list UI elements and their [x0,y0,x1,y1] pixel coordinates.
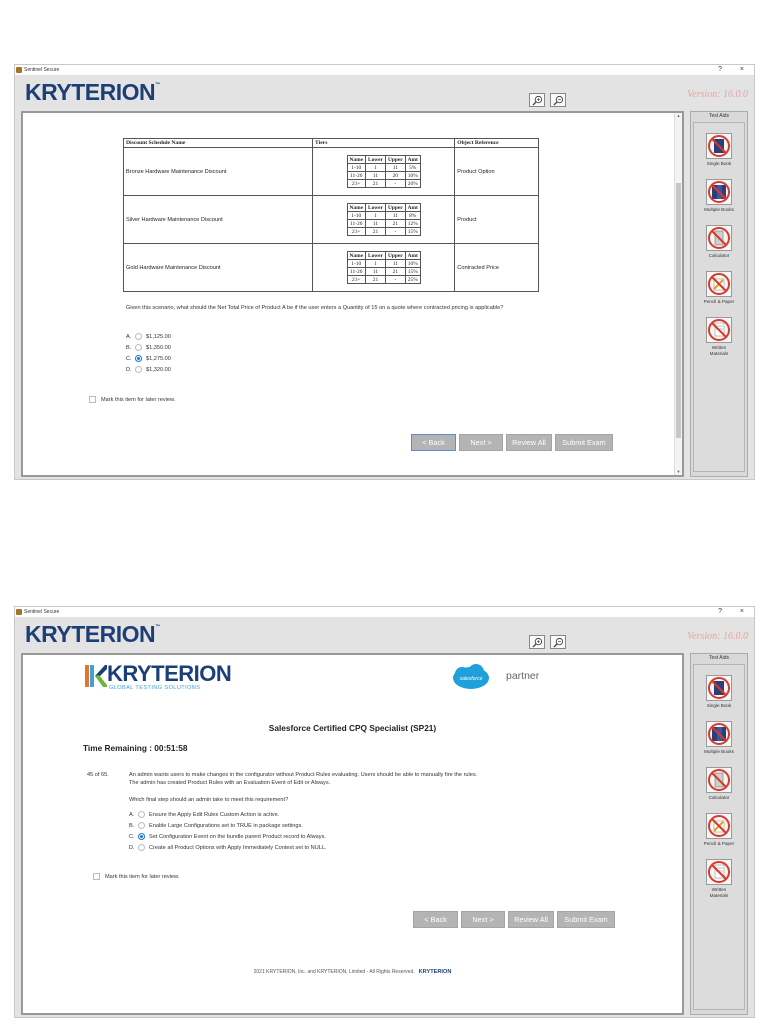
zoom-in-icon [532,637,543,648]
tiers-cell [313,196,455,244]
aid-written-materials[interactable] [694,859,744,898]
tier-cell: 11-20 [347,220,365,228]
answer-choice-b[interactable] [129,822,303,829]
radio-button[interactable] [135,344,142,351]
radio-button-selected[interactable] [135,355,142,362]
answer-choice-c[interactable] [129,833,326,840]
tier-cell: 11 [385,164,405,172]
help-button[interactable]: ? [718,608,722,615]
answer-choice-d[interactable] [129,844,327,851]
aid-label: Pencil & Paper [703,299,735,304]
tier-cell: 1-10 [347,260,365,268]
table-header: Discount Schedule Name [124,139,313,148]
aid-single-book[interactable] [694,675,744,709]
table-header: Object Reference [455,139,539,148]
tier-header: Upper [385,204,405,212]
table-row [124,196,539,244]
zoom-out-icon [553,95,564,106]
schedule-name: Silver Hardware Maintenance Discount [124,196,313,244]
choice-letter: B. [129,822,135,829]
tier-header: Lower [365,252,385,260]
tier-cell: 1 [365,260,385,268]
radio-button[interactable] [135,333,142,340]
back-button[interactable]: < Back [411,434,456,451]
answer-choice-c[interactable] [126,355,171,362]
review-checkbox[interactable] [93,873,100,880]
tiers-cell [313,148,455,196]
aid-pencil-paper[interactable] [694,813,744,847]
tier-cell: 11 [385,212,405,220]
window-title: Sentinel Secure [24,609,60,615]
aid-label: Calculator [708,795,730,800]
test-aids-list [693,664,745,1010]
review-all-button[interactable]: Review All [506,434,552,451]
choice-text: Ensure the Apply Edit Rules Custom Action is active. [149,811,280,818]
choice-letter: B. [126,344,132,351]
single-book-icon [707,676,731,700]
aid-pencil-paper[interactable] [694,271,744,305]
radio-button-selected[interactable] [138,833,145,840]
time-remaining: Time Remaining : 00:51:58 [83,743,188,753]
salesforce-logo [451,663,491,691]
kryterion-logo: KRYTERION™ [25,79,160,105]
logo-text: KRYTERION [107,661,232,686]
question-text-line2: The admin has created Product Rules with an Evaluation Event of Edit or Always. [129,780,331,786]
test-aids-header: Test Aids [708,655,729,661]
mark-for-review[interactable] [89,396,175,403]
tier-header: Lower [365,204,385,212]
next-button[interactable]: Next > [459,434,503,451]
copyright-footer [23,969,682,975]
answer-choice-a[interactable] [129,811,279,818]
choice-letter: A. [129,811,135,818]
test-aids-panel [690,653,748,1015]
footer-kryterion-logo: KRYTERION [418,969,452,975]
mark-review-label: Mark this item for later review. [105,873,180,880]
answer-choice-a[interactable] [126,333,171,340]
schedule-name: Gold Hardware Maintenance Discount [124,244,313,292]
close-button[interactable]: × [739,608,744,615]
tier-cell: 12% [405,220,420,228]
exam-window-1 [14,64,755,480]
choice-letter: A. [126,333,132,340]
choice-text: Set Configuration Event on the bundle parent Product record to Always. [149,833,326,840]
object-reference: Contracted Price [455,244,539,292]
tier-header: Name [347,204,365,212]
pencil-paper-icon [707,272,731,296]
choice-text: $1,320.00 [146,366,171,373]
multiple-books-icon [707,722,731,746]
tier-header: Name [347,252,365,260]
choice-letter: C. [126,355,132,362]
test-aids-list [693,122,745,472]
tier-cell: 11 [365,268,385,276]
choice-text: Create all Product Options with Apply Immediately Context set to NULL. [149,844,327,851]
scroll-up-arrow[interactable]: ▲ [676,113,681,118]
help-button[interactable]: ? [718,66,722,73]
test-aids-panel [690,111,748,477]
table-row [124,244,539,292]
version-label: Version: 16.0.0 [687,631,748,642]
question-text-line1: An admin wants users to make changes in the configurator without Product Rules evaluating. Users should be able to manually fire the rules. [129,772,478,778]
kryterion-k-mark-icon [85,663,107,689]
tier-cell: 21 [365,180,385,188]
multiple-books-icon [707,180,731,204]
scroll-down-arrow[interactable]: ▼ [676,469,681,474]
tier-cell: 21 [365,276,385,284]
aid-label: Single Book [706,161,732,166]
choice-text: $1,350.00 [146,344,171,351]
aid-label: Single Book [706,703,732,708]
answer-choice-d[interactable] [126,366,171,373]
aid-multiple-books[interactable] [694,179,744,213]
written-materials-icon [707,860,731,884]
tiers-table [347,155,421,188]
table-header: Tiers [313,139,455,148]
zoom-out-icon [553,637,564,648]
tier-cell: 15% [405,228,420,236]
object-reference: Product Option [455,148,539,196]
review-checkbox[interactable] [89,396,96,403]
answer-choice-b[interactable] [126,344,171,351]
tier-cell: 20 [385,172,405,180]
tier-cell: 11-20 [347,172,365,180]
salesforce-logo-text: salesforce [459,676,483,682]
logo-subtitle: GLOBAL TESTING SOLUTIONS [109,685,201,691]
aid-label: Pencil & Paper [703,841,735,846]
tier-cell: 1-10 [347,164,365,172]
tier-cell: - [385,180,405,188]
mark-review-label: Mark this item for later review. [101,396,176,403]
choice-letter: D. [126,366,132,373]
aid-label: Written Materials [709,345,729,356]
tier-cell: 21+ [347,228,365,236]
question-panel [21,111,684,477]
tier-cell: 21+ [347,180,365,188]
question-prompt: Which final step should an admin take to meet this requirement? [129,797,289,803]
copyright-text: 2021 KRYTERION, Inc. and KRYTERION, Limited - All Rights Reserved. [253,969,415,975]
sentinel-shield-icon [16,67,22,73]
tier-cell: 21 [385,220,405,228]
kryterion-logo: KRYTERION™ [25,621,160,647]
aid-calculator[interactable] [694,225,744,259]
tier-cell: 21 [365,228,385,236]
discount-schedule-table [123,138,539,292]
aid-multiple-books[interactable] [694,721,744,755]
tier-cell: 8% [405,212,420,220]
table-row [124,148,539,196]
aid-label: Multiple Books [704,207,734,212]
sentinel-shield-icon [16,609,22,615]
schedule-name: Bronze Hardware Maintenance Discount [124,148,313,196]
submit-exam-button[interactable]: Submit Exam [555,434,613,451]
aid-label: Calculator [708,253,730,258]
window-title: Sentinel Secure [24,67,60,73]
choice-text: $1,275.00 [146,355,171,362]
object-reference: Product [455,196,539,244]
pencil-paper-icon [707,814,731,838]
zoom-out-button[interactable] [550,93,566,107]
tier-cell: - [385,228,405,236]
question-text: Given this scenario, what should the Net Total Price of Product A be if the user enters a Quantity of 15 on a quote where contracted pricing is applicable? [126,305,504,311]
choice-letter: D. [129,844,135,851]
single-book-icon [707,134,731,158]
radio-button[interactable] [135,366,142,373]
calculator-icon [707,768,731,792]
written-materials-icon [707,318,731,342]
exam-title: Salesforce Certified CPQ Specialist (SP21) [268,723,437,733]
question-panel [21,653,684,1015]
tier-header: Upper [385,252,405,260]
choice-text: Enable Large Configurations set to TRUE in package settings. [149,822,303,829]
tier-cell: 10% [405,172,420,180]
zoom-out-button[interactable] [550,635,566,649]
choice-text: $1,125.00 [146,333,171,340]
tier-cell: 5% [405,164,420,172]
tier-cell: 10% [405,260,420,268]
tier-cell: 21 [385,268,405,276]
close-button[interactable]: × [739,66,744,73]
tier-header: Name [347,156,365,164]
tier-cell: 21+ [347,276,365,284]
zoom-in-button[interactable] [529,93,545,107]
aid-written-materials[interactable] [694,317,744,356]
partner-label: partner [506,670,540,682]
tier-cell: 1-10 [347,212,365,220]
test-aids-header: Test Aids [708,113,729,119]
exam-window-2 [14,606,755,1018]
tier-cell: 15% [405,268,420,276]
tier-header: Upper [385,156,405,164]
tier-cell: 25% [405,276,420,284]
tier-cell: 11 [365,172,385,180]
review-all-button[interactable]: Review All [508,911,554,928]
next-button[interactable]: Next > [461,911,505,928]
tiers-cell [313,244,455,292]
tier-header: Amt [405,252,420,260]
aid-single-book[interactable] [694,133,744,167]
tier-cell: 1 [365,164,385,172]
tier-cell: 11 [385,260,405,268]
tier-header: Amt [405,204,420,212]
tiers-table [347,251,421,284]
radio-button[interactable] [138,811,145,818]
back-button[interactable]: < Back [413,911,458,928]
tier-cell: 11-20 [347,268,365,276]
aid-label: Written Materials [709,887,729,898]
tier-header: Lower [365,156,385,164]
zoom-in-button[interactable] [529,635,545,649]
tier-cell: 20% [405,180,420,188]
submit-exam-button[interactable]: Submit Exam [557,911,615,928]
choice-letter: C. [129,833,135,840]
radio-button[interactable] [138,844,145,851]
tier-cell: 1 [365,212,385,220]
version-label: Version: 16.0.0 [687,89,748,100]
aid-label: Multiple Books [704,749,734,754]
mark-for-review[interactable] [93,873,179,880]
aid-calculator[interactable] [694,767,744,801]
question-number: 45 of 65. [87,772,109,778]
tier-cell: 11 [365,220,385,228]
scroll-thumb[interactable] [676,183,681,438]
kryterion-gts-logo [85,663,231,689]
radio-button[interactable] [138,822,145,829]
tiers-table [347,203,421,236]
tier-header: Amt [405,156,420,164]
title-bar [15,607,754,617]
vertical-scrollbar[interactable] [674,113,682,475]
calculator-icon [707,226,731,250]
tier-cell: - [385,276,405,284]
title-bar [15,65,754,75]
zoom-in-icon [532,95,543,106]
